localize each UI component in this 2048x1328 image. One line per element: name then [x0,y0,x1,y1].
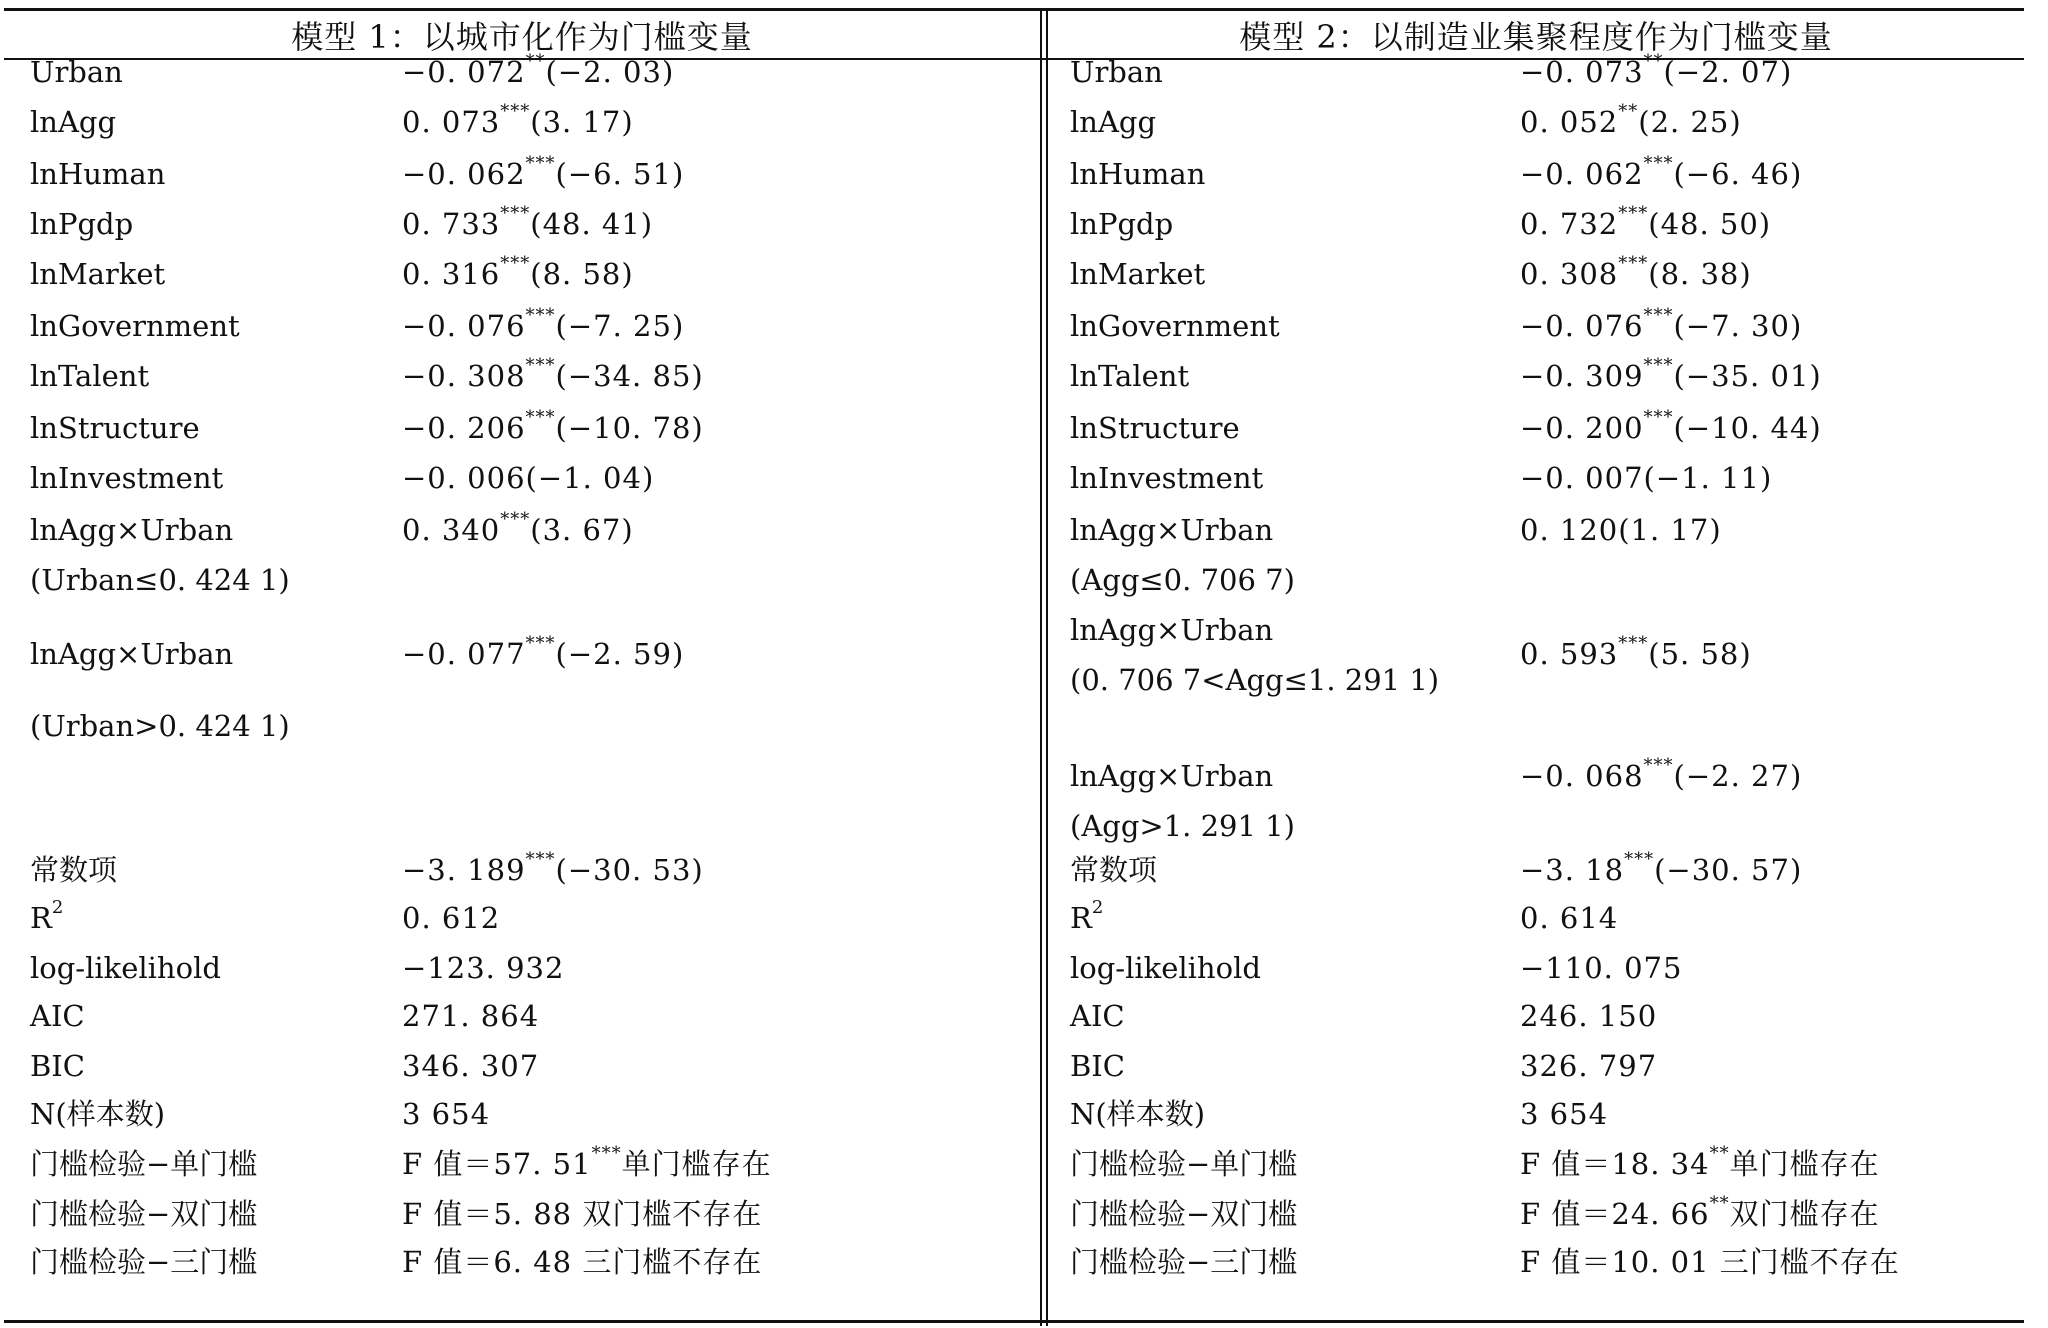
divider-line-left [1040,8,1042,1326]
significance-stars: ** [1618,101,1639,123]
row-label: lnHuman [1070,157,1206,191]
row-value: −0. 076***(−7. 25) [402,305,685,343]
significance-stars: *** [1643,153,1674,175]
row-value: −0. 062***(−6. 46) [1520,153,1803,191]
significance-stars: *** [1643,755,1674,777]
row-label: Urban [1070,55,1163,89]
row-label: (Agg≤0. 706 7) [1070,563,1295,597]
row-value: 0. 340***(3. 67) [402,509,634,547]
significance-stars: *** [525,305,556,327]
superscript: 2 [1091,897,1104,919]
row-value: 0. 614 [1520,901,1619,935]
row-label: Urban [30,55,123,89]
row-value: 0. 733***(48. 41) [402,203,654,241]
significance-stars: ** [525,51,546,73]
row-label: 门槛检验−三门槛 [1070,1245,1298,1279]
row-label: 常数项 [30,853,118,887]
row-value: 271. 864 [402,999,540,1033]
row-label: lnGovernment [1070,309,1280,343]
row-label: lnMarket [30,257,166,291]
row-label: 门槛检验−双门槛 [1070,1197,1298,1231]
row-value: 0. 308***(8. 38) [1520,253,1752,291]
row-value: −0. 077***(−2. 59) [402,633,685,671]
row-label: lnAgg [1070,105,1157,139]
row-label: BIC [1070,1049,1125,1083]
row-label: 门槛检验−单门槛 [1070,1147,1298,1181]
significance-stars: *** [1643,305,1674,327]
row-label: (Agg>1. 291 1) [1070,809,1295,843]
significance-stars: *** [525,407,556,429]
row-value: 0. 073***(3. 17) [402,101,634,139]
row-value: −0. 073**(−2. 07) [1520,51,1793,89]
row-label: lnPgdp [1070,207,1174,241]
row-label: (0. 706 7<Agg≤1. 291 1) [1070,663,1440,697]
row-value: −110. 075 [1520,951,1683,985]
row-value: 0. 612 [402,901,501,935]
row-value: F 值＝6. 48 三门槛不存在 [402,1245,763,1279]
row-label: lnAgg×Urban [1070,513,1274,547]
row-value: 0. 732***(48. 50) [1520,203,1772,241]
row-label: $R^2$ [1070,897,1104,935]
row-value: 3 654 [402,1097,491,1131]
row-label: lnTalent [1070,359,1190,393]
significance-stars: *** [500,101,531,123]
significance-stars: *** [500,253,531,275]
significance-stars: *** [525,849,556,871]
significance-stars: *** [525,633,556,655]
row-label: lnAgg×Urban [30,513,234,547]
row-label: log-likelihold [30,951,221,985]
row-label: lnTalent [30,359,150,393]
row-value: F 值＝24. 66**双门槛存在 [1520,1193,1880,1231]
significance-stars: *** [500,203,531,225]
row-label: AIC [30,999,85,1033]
row-label: lnInvestment [1070,461,1264,495]
row-label: 门槛检验−双门槛 [30,1197,258,1231]
row-value: 0. 120(1. 17) [1520,513,1722,547]
row-value: −0. 206***(−10. 78) [402,407,704,445]
row-label: lnGovernment [30,309,240,343]
significance-stars: ** [1709,1143,1730,1165]
superscript: 2 [51,897,64,919]
significance-stars: *** [1643,407,1674,429]
row-value: −0. 068***(−2. 27) [1520,755,1803,793]
row-value: 0. 052**(2. 25) [1520,101,1742,139]
row-value: 246. 150 [1520,999,1658,1033]
row-label: N(样本数) [1070,1097,1206,1131]
significance-stars: ** [1643,51,1664,73]
significance-stars: *** [525,355,556,377]
row-label: AIC [1070,999,1125,1033]
significance-stars: *** [1643,355,1674,377]
row-label: lnInvestment [30,461,224,495]
row-value: −0. 076***(−7. 30) [1520,305,1803,343]
row-value: 3 654 [1520,1097,1609,1131]
row-value: −123. 932 [402,951,565,985]
row-label: $R^2$ [30,897,64,935]
row-value: 0. 316***(8. 58) [402,253,634,291]
significance-stars: *** [591,1143,622,1165]
row-label: log-likelihold [1070,951,1261,985]
row-value: 326. 797 [1520,1049,1658,1083]
model-2-title: 模型 2：以制造业集聚程度作为门槛变量 [1239,18,1833,56]
row-label: lnMarket [1070,257,1206,291]
row-value: −3. 189***(−30. 53) [402,849,704,887]
row-label: BIC [30,1049,85,1083]
row-label: N(样本数) [30,1097,166,1131]
row-label: lnStructure [30,411,200,445]
row-value: −3. 18***(−30. 57) [1520,849,1803,887]
row-label: lnHuman [30,157,166,191]
significance-stars: ** [1709,1193,1730,1215]
row-label: (Urban>0. 424 1) [30,709,290,743]
row-value: −0. 200***(−10. 44) [1520,407,1822,445]
significance-stars: *** [1624,849,1655,871]
row-label: 门槛检验−三门槛 [30,1245,258,1279]
model-1-panel [4,8,1040,1326]
row-label: 门槛检验−单门槛 [30,1147,258,1181]
regression-table [4,8,2024,1326]
row-value: −0. 072**(−2. 03) [402,51,675,89]
row-label: lnAgg×Urban [1070,613,1274,647]
row-value: F 值＝5. 88 双门槛不存在 [402,1197,763,1231]
row-value: 346. 307 [402,1049,540,1083]
significance-stars: *** [525,153,556,175]
significance-stars: *** [500,509,531,531]
significance-stars: *** [1618,633,1649,655]
model-1-title: 模型 1：以城市化作为门槛变量 [291,18,753,56]
row-value: −0. 062***(−6. 51) [402,153,685,191]
row-label: lnPgdp [30,207,134,241]
row-label: lnAgg [30,105,117,139]
row-value: −0. 006(−1. 04) [402,461,655,495]
significance-stars: *** [1618,253,1649,275]
row-value: F 值＝10. 01 三门槛不存在 [1520,1245,1900,1279]
row-value: F 值＝57. 51***单门槛存在 [402,1143,772,1181]
row-label: lnAgg×Urban [1070,759,1274,793]
row-label: (Urban≤0. 424 1) [30,563,290,597]
row-label: lnAgg×Urban [30,637,234,671]
row-value: −0. 309***(−35. 01) [1520,355,1822,393]
model-2-panel [1048,8,2024,1326]
row-value: −0. 007(−1. 11) [1520,461,1773,495]
row-label: lnStructure [1070,411,1240,445]
row-value: 0. 593***(5. 58) [1520,633,1752,671]
significance-stars: *** [1618,203,1649,225]
row-label: 常数项 [1070,853,1158,887]
row-value: −0. 308***(−34. 85) [402,355,704,393]
row-value: F 值＝18. 34**单门槛存在 [1520,1143,1880,1181]
